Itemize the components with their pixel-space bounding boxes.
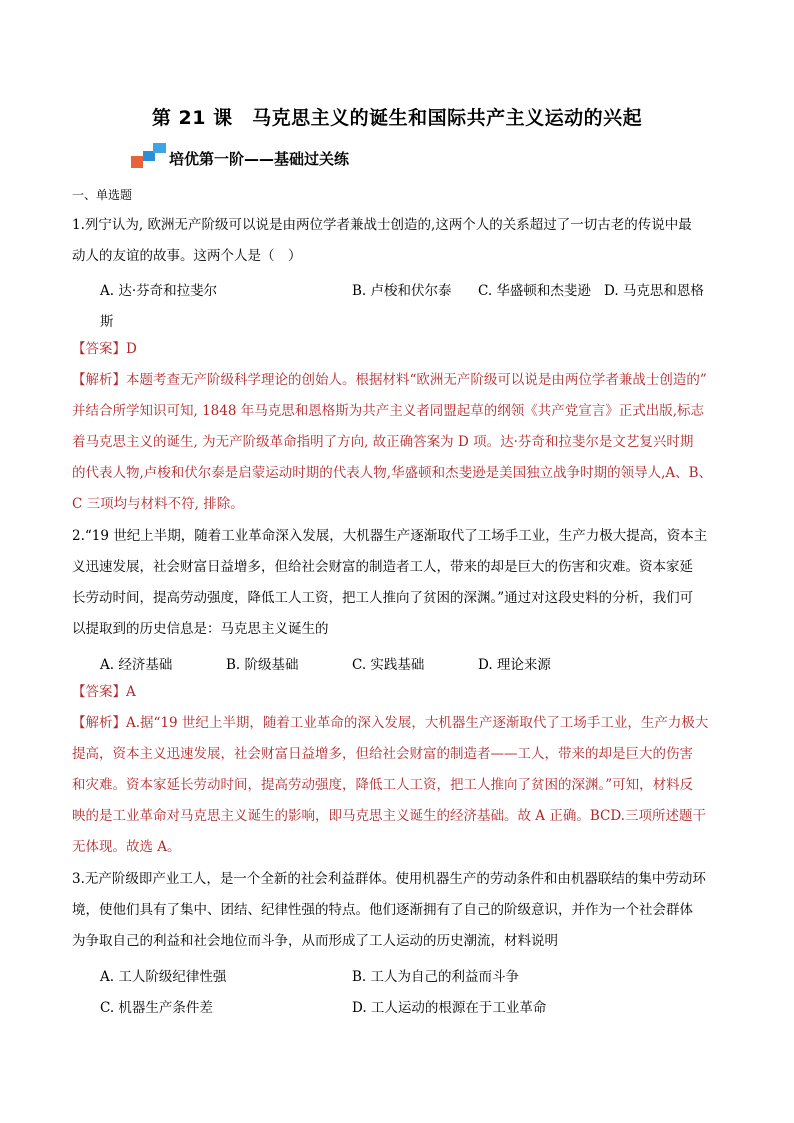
q1-analysis bbox=[72, 365, 724, 520]
analysis-line: 提高，资本主义迅速发展，社会财富日益增多，但给社会财富的制造者——工人，带来的却是巨大的伤害 bbox=[72, 746, 693, 762]
q1-answer: 【答案】D bbox=[72, 341, 137, 357]
q1-option-d: D. 马克思和恩格 bbox=[604, 283, 704, 299]
analysis-line: 【解析】A.据“19 世纪上半期，随着工业革命的深入发展，大机器生产逐渐取代了工场手工业，生产力极大 bbox=[72, 715, 709, 731]
q3-option-d: D. 工人运动的根源在于工业革命 bbox=[352, 1000, 547, 1016]
question-line: 1.列宁认为, 欧洲无产阶级可以说是由两位学者兼战士创造的,这两个人的关系超过了一切古老的传说中最 bbox=[72, 217, 692, 233]
question-line: 境，使他们具有了集中、团结、纪律性强的特点。他们逐渐拥有了自己的阶级意识，并作为一个社会群体 bbox=[72, 902, 693, 918]
question-3-stem bbox=[72, 864, 724, 957]
q2-option-d: D. 理论来源 bbox=[478, 657, 551, 673]
q2-option-a: A. 经济基础 bbox=[100, 657, 173, 673]
stairs-logo-icon bbox=[131, 143, 167, 169]
question-1-stem bbox=[72, 210, 724, 272]
page-title: 第 21 课 马克思主义的诞生和国际共产主义运动的兴起 bbox=[151, 107, 643, 129]
section-title: 培优第一阶——基础过关练 bbox=[169, 150, 350, 168]
analysis-line: C 三项均与材料不符, 排除。 bbox=[72, 496, 244, 512]
analysis-line: 和灾难。资本家延长劳动时间，提高劳动强度，降低工人工资，把工人推向了贫困的深渊。”可知，材料反 bbox=[72, 777, 694, 793]
analysis-line: 并结合所学知识可知, 1848 年马克思和恩格斯为共产主义者同盟起草的纲领《共产党宣言》正式出版,标志 bbox=[72, 403, 705, 419]
analysis-line: 的代表人物,卢梭和伏尔泰是启蒙运动时期的代表人物,华盛顿和杰斐逊是美国独立战争时期的领导人,A、B、 bbox=[72, 465, 713, 481]
q1-option-b: B. 卢梭和伏尔泰 bbox=[352, 283, 452, 299]
question-line: 长劳动时间，提高劳动强度，降低工人工资，把工人推向了贫困的深渊。”通过对这段史料的分析，我们可 bbox=[72, 590, 694, 606]
question-line: 2.“19 世纪上半期，随着工业革命深入发展，大机器生产逐渐取代了工场手工业，生产力极大提高，资本主 bbox=[72, 528, 708, 544]
part-label: 一、单选题 bbox=[72, 188, 133, 202]
q3-option-b: B. 工人为自己的利益而斗争 bbox=[352, 969, 520, 985]
q2-option-c: C. 实践基础 bbox=[352, 657, 425, 673]
q3-option-c: C. 机器生产条件差 bbox=[100, 1000, 213, 1016]
q1-option-c: C. 华盛顿和杰斐逊 bbox=[478, 283, 591, 299]
q2-analysis bbox=[72, 708, 724, 863]
q1-option-a: A. 达·芬奇和拉斐尔 bbox=[100, 283, 218, 299]
question-2-stem bbox=[72, 521, 724, 645]
q2-answer: 【答案】A bbox=[72, 684, 136, 700]
q1-option-d-continued: 斯 bbox=[100, 314, 114, 330]
question-line: 动人的友谊的故事。这两个人是（ ） bbox=[72, 248, 302, 264]
analysis-line: 映的是工业革命对马克思主义诞生的影响，即马克思主义诞生的经济基础。故 A 正确。BCD.三项所述题干 bbox=[72, 808, 706, 824]
analysis-line: 【解析】本题考查无产阶级科学理论的创始人。根据材料“欧洲无产阶级可以说是由两位学者兼战士创造的” bbox=[72, 372, 707, 388]
question-line: 为争取自己的利益和社会地位而斗争，从而形成了工人运动的历史潮流，材料说明 bbox=[72, 933, 558, 949]
q3-option-a: A. 工人阶级纪律性强 bbox=[100, 969, 227, 985]
analysis-line: 着马克思主义的诞生, 为无产阶级革命指明了方向, 故正确答案为 D 项。达·芬奇和拉斐尔是文艺复兴时期 bbox=[72, 434, 694, 450]
question-line: 义迅速发展，社会财富日益增多，但给社会财富的制造者工人，带来的却是巨大的伤害和灾难。资本家延 bbox=[72, 559, 693, 575]
q2-option-b: B. 阶级基础 bbox=[226, 657, 299, 673]
question-line: 3.无产阶级即产业工人，是一个全新的社会利益群体。使用机器生产的劳动条件和由机器联结的集中劳动环 bbox=[72, 871, 706, 887]
question-line: 以提取到的历史信息是：马克思主义诞生的 bbox=[72, 621, 329, 637]
analysis-line: 无体现。故选 A。 bbox=[72, 839, 181, 855]
